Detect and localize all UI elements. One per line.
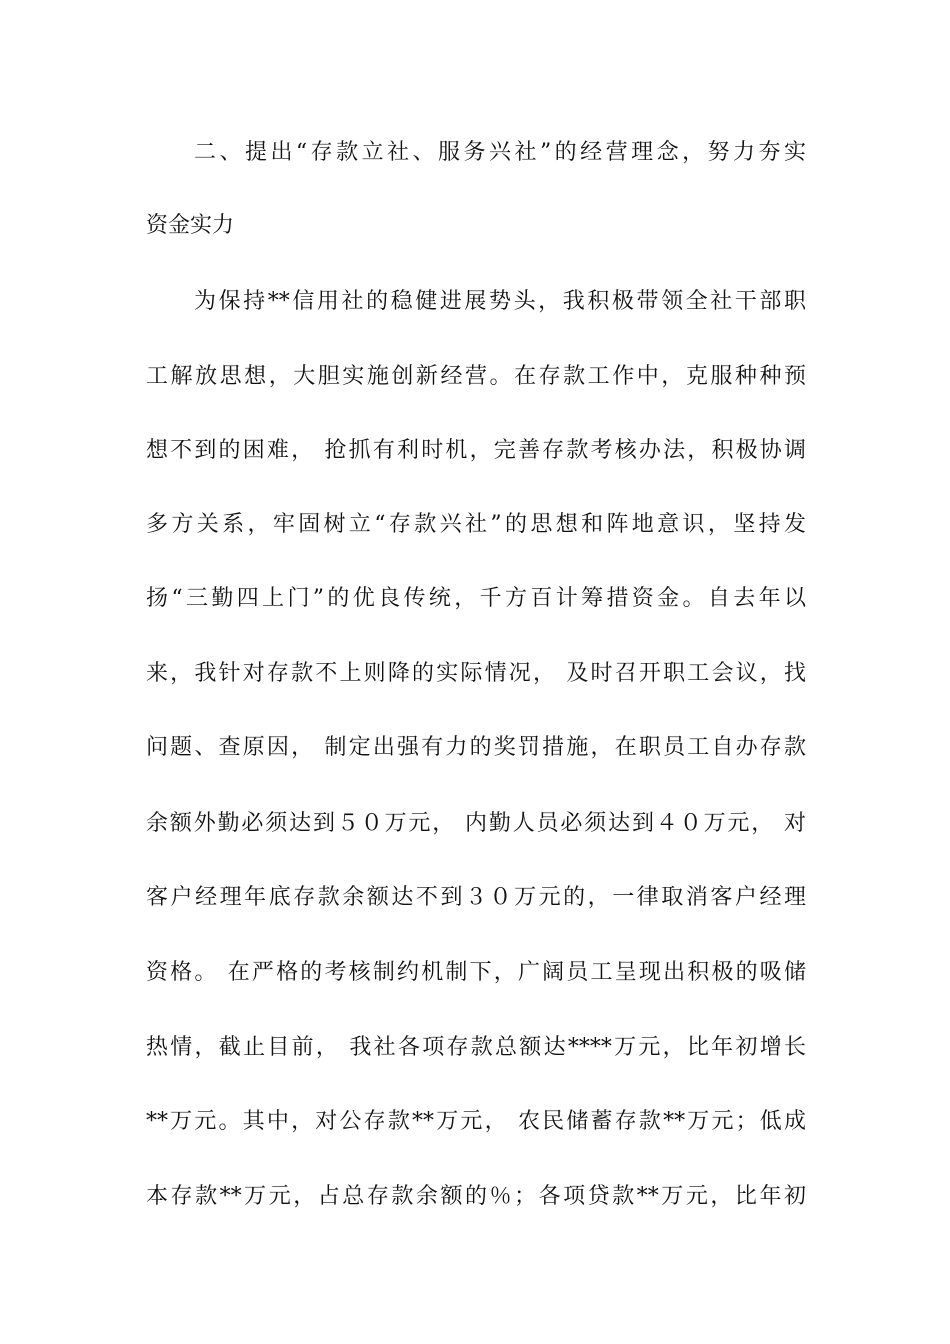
paragraph-line: 余额外勤必须达到５０万元， 内勤人员必须达到４０万元， 对 [146, 811, 806, 836]
paragraph-line: 资格。 在严格的考核制约机制下，广阔员工呈现出积极的吸储 [146, 960, 806, 985]
paragraph-line: 来，我针对存款不上则降的实际情况， 及时召开职工会议，找 [146, 661, 806, 686]
paragraph-line: 工解放思想，大胆实施创新经营。在存款工作中，克服种种预 [146, 364, 806, 389]
paragraph-line: 多方关系，牢固树立“存款兴社”的思想和阵地意识，坚持发 [146, 512, 806, 537]
paragraph-line: **万元。其中，对公存款**万元， 农民储蓄存款**万元；低成 [146, 1109, 806, 1134]
section-heading-line-2: 资金实力 [146, 213, 235, 238]
paragraph-line: 热情，截止目前， 我社各项存款总额达****万元，比年初增长 [146, 1035, 806, 1060]
section-heading-line-1: 二、提出“存款立社、服务兴社”的经营理念，努力夯实 [194, 140, 806, 165]
paragraph-line: 为保持**信用社的稳健进展势头，我积极带领全社干部职 [194, 289, 806, 314]
paragraph-line: 客户经理年底存款余额达不到３０万元的，一律取消客户经理 [146, 885, 806, 910]
paragraph-line: 扬“三勤四上门”的优良传统，千方百计筹措资金。自去年以 [146, 586, 806, 611]
paragraph-line: 想不到的困难， 抢抓有利时机，完善存款考核办法，积极协调 [146, 438, 806, 463]
paragraph-line: 问题、查原因， 制定出强有力的奖罚措施，在职员工自办存款 [146, 735, 806, 760]
paragraph-line: 本存款**万元，占总存款余额的％；各项贷款**万元，比年初 [146, 1184, 806, 1209]
